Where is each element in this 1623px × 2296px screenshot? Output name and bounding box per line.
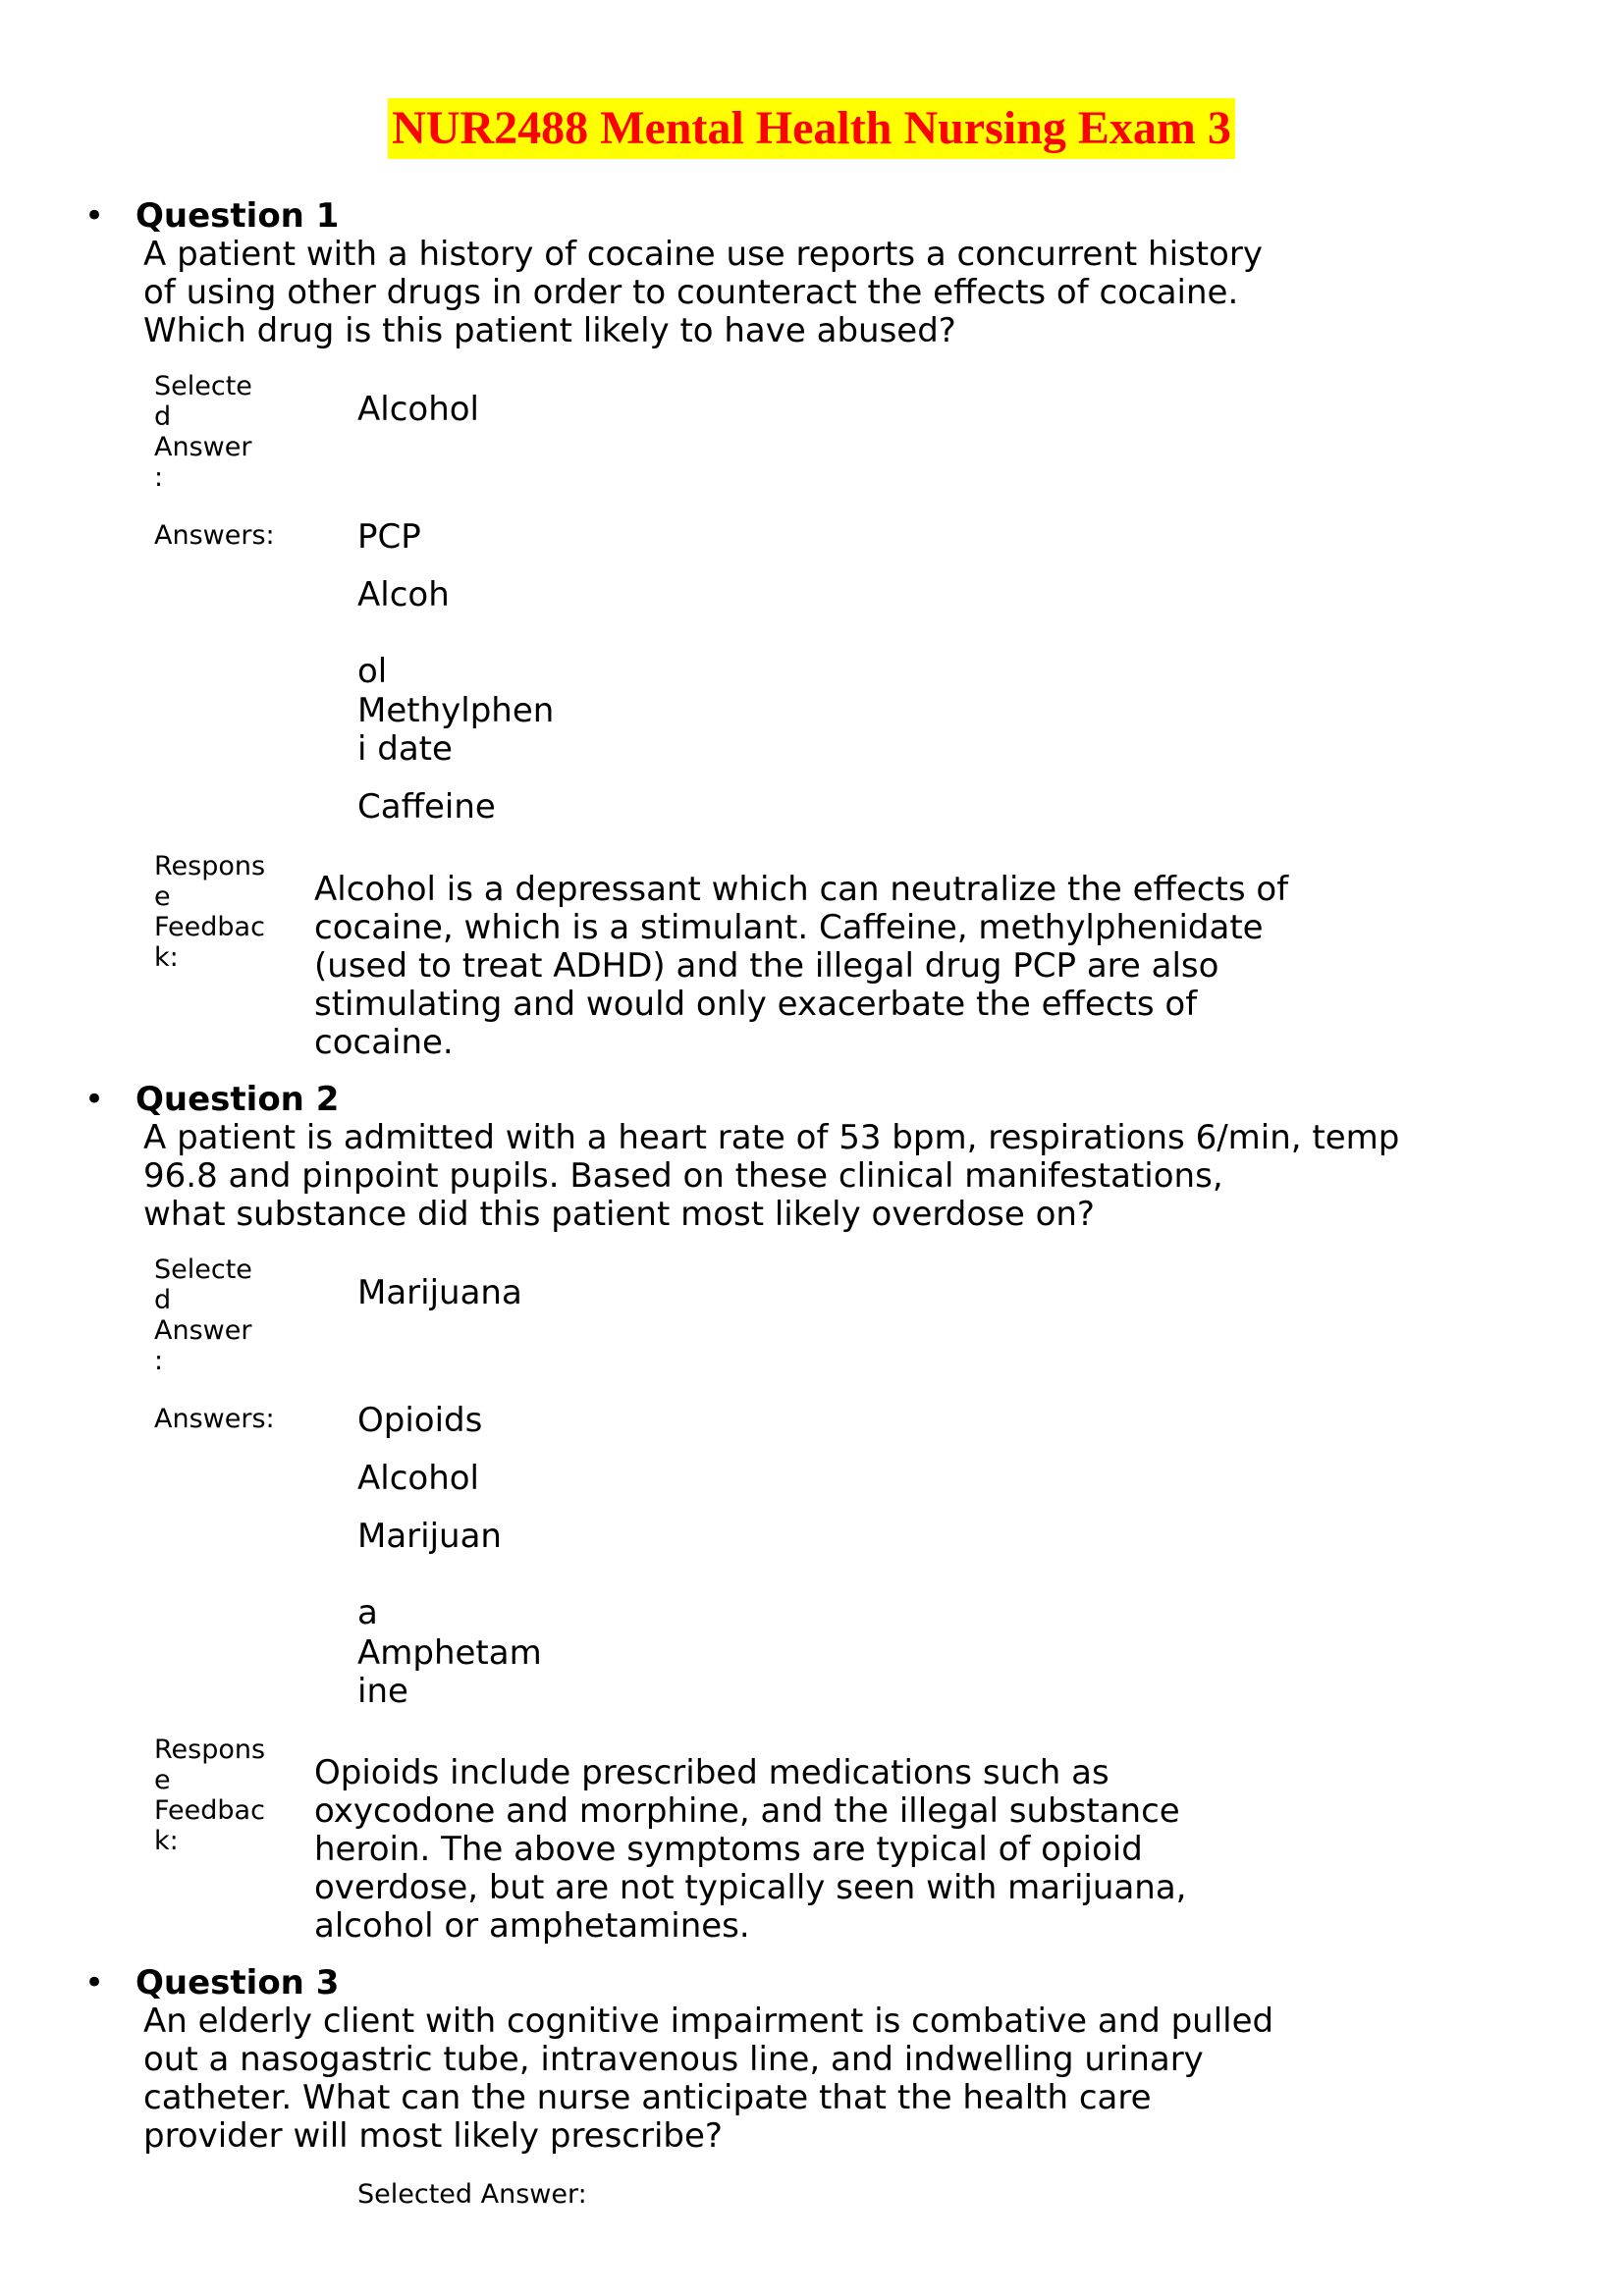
feedback-label: Respons e Feedbac k: — [154, 1735, 266, 1856]
answer-option: Caffeine — [357, 787, 496, 827]
question-heading: Question 3 — [135, 1963, 340, 2002]
answer-option: Amphetam ine — [357, 1633, 542, 1711]
question-text: An elderly client with cognitive impairment is combative and pulled out a nasogastric tube, intravenous line, and indwelling urinary catheter. What can the nurse anticipate that the health care provider will most likely prescribe? — [143, 2002, 1274, 2156]
answer-option: Methylphen i date — [357, 691, 555, 769]
question-heading: Question 2 — [135, 1080, 340, 1119]
document-title: NUR2488 Mental Health Nursing Exam 3 — [388, 98, 1235, 159]
question-text: A patient is admitted with a heart rate of 53 bpm, respirations 6/min, temp 96.8 and pinpoint pupils. Based on these clinical manifestations, what substance did this patient most likely overdose on? — [143, 1118, 1400, 1234]
response-feedback: Alcohol is a depressant which can neutralize the effects of cocaine, which is a stimulant. Caffeine, methylphenidate (used to treat ADHD) and the illegal drug PCP are also stimulating and would only exacerbate the effects of cocaine. — [314, 870, 1289, 1062]
bullet: • — [84, 1963, 105, 2002]
answer-option: Opioids — [357, 1401, 483, 1440]
answer-option: Marijuan a — [357, 1517, 502, 1632]
bullet: • — [84, 196, 105, 236]
answers-label: Answers: — [154, 520, 275, 551]
answer-option: Alcoh ol — [357, 575, 450, 691]
response-feedback: Opioids include prescribed medications such as oxycodone and morphine, and the illegal substance heroin. The above symptoms are typical of opioid overdose, but are not typically seen with marijuana, alcohol or amphetamines. — [314, 1753, 1187, 1946]
title-container — [0, 98, 1623, 159]
question-text: A patient with a history of cocaine use reports a concurrent history of using other drugs in order to counteract the effects of cocaine. Which drug is this patient likely to have abused? — [143, 235, 1263, 350]
answer-option: Alcohol — [357, 1459, 479, 1498]
feedback-label: Respons e Feedbac k: — [154, 851, 266, 973]
selected-answer: Marijuana — [357, 1273, 522, 1312]
bullet: • — [84, 1080, 105, 1119]
question-heading: Question 1 — [135, 196, 340, 236]
answers-label: Answers: — [154, 1404, 275, 1434]
selected-answer: Alcohol — [357, 390, 479, 429]
selected-answer-label: Selected Answer: — [357, 2179, 587, 2210]
selected-answer-label: Selecte d Answer : — [154, 371, 252, 493]
selected-answer-label: Selecte d Answer : — [154, 1255, 252, 1376]
answer-option: PCP — [357, 517, 421, 557]
